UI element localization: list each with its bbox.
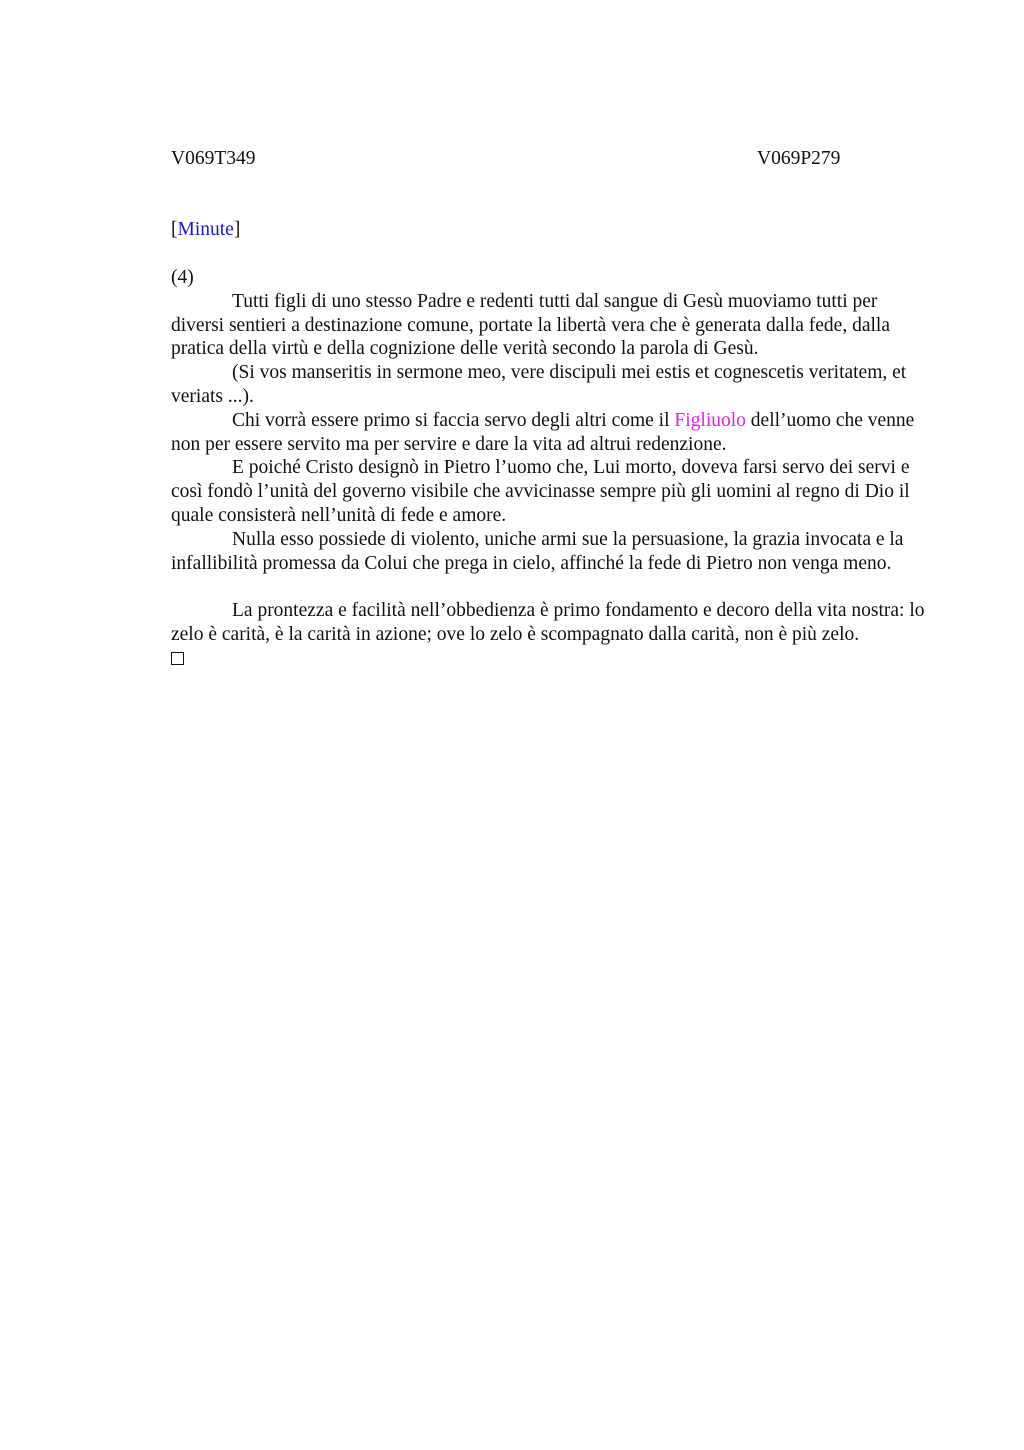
paragraph-5: Nulla esso possiede di violento, uniche armi sue la persuasione, la grazia invocata e la infallibilità promessa da Colui che prega in cielo, affinché la fede di Pietro non venga meno. [171,528,904,574]
document-code-right: V069P279 [757,148,841,169]
paragraph-4: E poiché Cristo designò in Pietro l’uomo che, Lui morto, doveva farsi servo dei servi e così fondò l’unità del governo visibile che avvicinasse sempre più gli uomini al regno di Dio il quale consisterà nell’unità di fede e amore. [171,457,910,526]
close-bracket: ] [233,219,241,240]
paragraph-1: Tutti figli di uno stesso Padre e redenti tutti dal sangue di Gesù muoviamo tutti per diversi sentieri a destinazione comune, portate la libertà vera che è generata dalla fede, dalla pratica della virtù e della cognizione delle verità secondo la parola di Gesù. [171,290,890,360]
section-tag [171,218,240,242]
figliuolo-highlight: Figliuolo [674,409,746,431]
end-of-text-box-icon [171,652,184,665]
paragraph-2: (Si vos manseritis in sermone meo, vere discipuli mei estis et cognescetis veritatem, et veriats ...). [171,362,907,407]
section-number: (4) [171,267,194,288]
paragraph-6: La prontezza e facilità nell’obbedienza è primo fondamento e decoro della vita nostra: lo zelo è carità, è la carità in azione; ove lo zelo è scompagnato dalla carità, non è più zelo. [171,600,925,645]
paragraph-3 [171,409,931,457]
document-code-left: V069T349 [171,148,256,169]
open-bracket: [ [171,219,178,240]
paragraph-gap [171,575,931,599]
paragraph-3-before: Chi vorrà essere primo si faccia servo degli altri come il [232,409,675,431]
minute-link[interactable]: Minute [177,219,234,240]
document-body [171,266,931,665]
paragraph-3-after: dell’uomo che venne non per essere servito ma per servire e dare la vita ad altrui redenzione. [171,409,915,455]
